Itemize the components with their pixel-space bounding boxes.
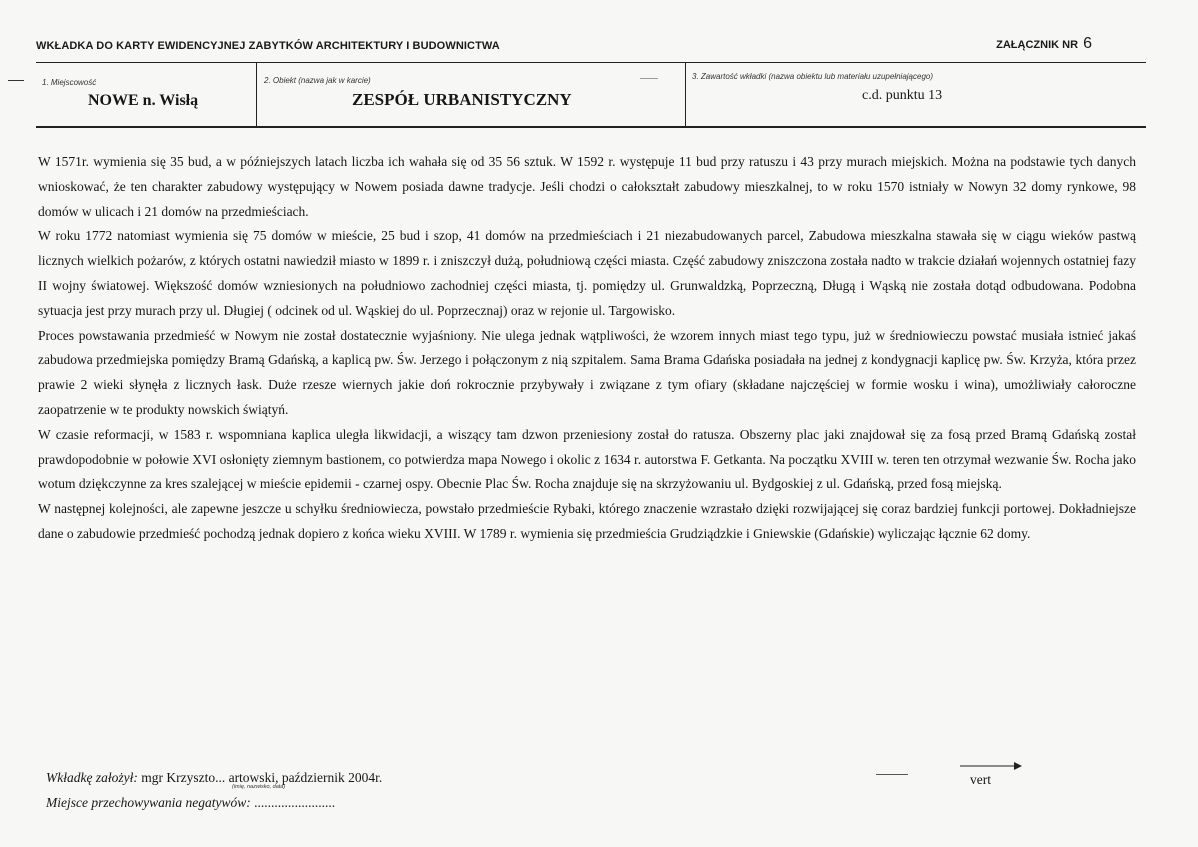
field-divider: [685, 62, 686, 127]
paragraph: W czasie reformacji, w 1583 r. wspomniana kaplica uległa likwidacji, a wiszący tam dzwon przeniesiony został do ratusza. Obszerny plac jaki znajdował się za fosą przed Bramą Gdańską został prawdopodobnie w połowie XVI osłonięty ziemnym bastionem, co potwierdza mapa Nowego i okolic z 1634 r. autorstwa F. Getkanta. Na początku XVIII w. teren ten otrzymał wezwanie Św. Rocha jako wotum dziękczynne za kres szalejącej w mieście epidemii - czarnej ospy. Obecnie Plac Św. Rocha znajduje się na skrzyżowaniu ul. Bydgoskiej z ul. Gdańską, przed fosą miejską.: [38, 426, 1136, 492]
prepared-by-note: (imię, nazwisko, data): [232, 784, 286, 790]
vert-label: vert: [970, 772, 991, 787]
negative-storage: [46, 795, 335, 811]
attachment-number: [996, 35, 1092, 53]
arrow-right-icon: [958, 760, 1024, 772]
locality-value: NOWE n. Wisłą: [88, 92, 199, 109]
storage-label: Miejsce przechowywania negatywów:: [46, 795, 251, 810]
field-divider: [256, 62, 257, 127]
storage-value: ........................: [254, 795, 336, 810]
scan-mark: [640, 78, 658, 79]
locality-label: 1. Miejscowość: [42, 78, 97, 87]
form-title: WKŁADKA DO KARTY EWIDENCYJNEJ ZABYTKÓW ARCHITEKTURY I BUDOWNICTWA: [36, 40, 500, 52]
header-rule-bottom: [36, 126, 1146, 128]
body-text: [38, 150, 1136, 547]
dash-mark: [876, 774, 908, 775]
header-rule-top: [36, 62, 1146, 63]
scan-mark: [8, 80, 24, 81]
paragraph: W 1571r. wymienia się 35 bud, a w późniejszych latach liczba ich wahała się od 35 56 sztuk. W 1592 r. występuje 11 bud przy ratuszu i 43 przy murach miejskich. Można na podstawie tych danych wnioskować, że ten charakter zabudowy występujący w Nowem posiada dawne tradycje. Jeśli chodzi o całokształt zabudowy mieszkalnej, to w roku 1570 istniały w Nowyn 32 domy rynkowe, 98 domów w ulicach i 21 domów na przedmieściach.: [38, 154, 1136, 219]
prepared-by-label: Wkładkę założył:: [46, 770, 138, 785]
content-label: 3. Zawartość wkładki (nazwa obiektu lub materiału uzupełniającego): [692, 72, 934, 81]
object-label: 2. Obiekt (nazwa jak w karcie): [264, 76, 371, 85]
paragraph: W roku 1772 natomiast wymienia się 75 domów w mieście, 25 bud i szop, 41 domów na przedmieściach i 21 niezabudowanych parcel, Zabudowa mieszkalna stawała się w ciągu wieków pastwą licznych wielkich pożarów, z których ostatni nawiedził miasto w 1899 r. i zniszczył dużą, południową części miasta. Część zabudowy zniszczona została nadto w trakcie działań wojennych ostatniej fazy II wojny światowej. Większość domów wzniesionych na południowo zachodniej części miasta, tj. pomiędzy ul. Grunwaldzką, Poprzeczną, Długą i Wąską nie została dotąd odbudowana. Podobna sytuacja jest przy murach przy ul. Długiej ( odcinek od ul. Wąskiej do ul. Poprzecznaj) oraz w rejonie ul. Targowisko.: [38, 228, 1136, 318]
content-value: c.d. punktu 13: [862, 88, 943, 103]
prepared-by: [46, 770, 382, 786]
attachment-number-value: 6: [1083, 35, 1092, 52]
attachment-label: ZAŁĄCZNIK NR: [996, 39, 1079, 51]
paragraph: W następnej kolejności, ale zapewne jeszcze u schyłku średniowiecza, powstało przedmieście Rybaki, którego znaczenie wzrastało dzięki rozwijającej się coraz bardziej funkcji portowej. Dokładniejsze dane o zabudowie przedmieść pochodzą jednak dopiero z końca wieku XVIII. W 1789 r. wymienia się przedmieścia Grudziądzkie i Gniewskie (Gdańskie) wyliczając łącznie 62 domy.: [38, 501, 1136, 541]
object-value: ZESPÓŁ URBANISTYCZNY: [352, 90, 572, 109]
paragraph: Proces powstawania przedmieść w Nowym nie został dostatecznie wyjaśniony. Nie ulega jednak wątpliwości, że wzorem innych miast tego typu, już w średniowieczu powstać musiała istnieć jakaś zabudowa przedmiejska pomiędzy Bramą Gdańską, a kaplicą pw. Św. Jerzego i połączonym z nią szpitalem. Sama Brama Gdańska posiadała na jednej z kondygnacji kaplicę pw. Św. Krzyża, która przez prawie 2 wieki słynęła z licznych łask. Duże rzesze wiernych jakie doń rokrocznie przybywały i związane z tym ofiary (składane najczęściej w formie wosku i wina), umożliwiały całoroczne zaopatrzenie w te produkty nowskich świątyń.: [38, 327, 1136, 417]
prepared-by-value: mgr Krzyszto... artowski, październik 2004r.: [141, 770, 383, 785]
